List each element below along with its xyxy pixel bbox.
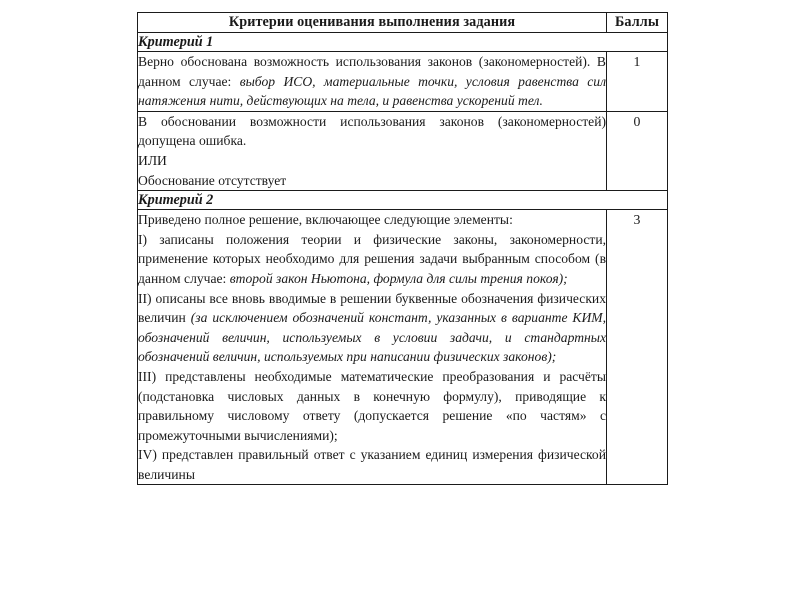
criterion-1-score-0-text: [138, 111, 607, 190]
run-text: ИЛИ: [138, 152, 167, 168]
run-text: III) представлены необходимые математические преобразования и расчёты (подстановка числовых данных в конечную формулу), приводящие к правильному числовому ответу (допускается решение «по частям» с промежуточными вычислениями);: [138, 368, 606, 443]
table-header-row: [138, 13, 668, 33]
run-text-italic: выбор ИСО, материальные точки, условия равенства сил натяжения нити, действующих на тела, и равенства ускорений тел.: [138, 73, 607, 109]
criterion-1-score-1-text: [138, 52, 607, 112]
run-text-italic: (за исключением обозначений констант, указанных в варианте КИМ, обозначений величин, используемых в условии задачи, и стандартных обозначений величин, используемых при написании физических законов);: [138, 310, 606, 365]
run-text: Обоснование отсутствует: [138, 172, 287, 188]
paragraph-or: [138, 151, 606, 171]
section-banner-criterion-1: Критерий 1: [138, 33, 668, 52]
paragraph: [138, 52, 606, 111]
paragraph: [138, 171, 606, 191]
run-text: IV) представлен правильный ответ с указанием единиц измерения физической величины: [138, 447, 606, 482]
table-row: [138, 52, 668, 112]
table-row: [138, 111, 668, 190]
section-banner-criterion-2: Критерий 2: [138, 191, 668, 210]
paragraph-intro: [138, 210, 606, 230]
section-banner-row: [138, 191, 668, 210]
run-text-italic: второй закон Ньютона, формула для силы трения покоя);: [229, 270, 568, 286]
run-text: I) записаны положения теории и физические законы, закономерности, применение которых необходимо для решения задачи выбранным способом (в данном случае:: [138, 231, 606, 286]
run-text: II) описаны все вновь вводимые в решении буквенные обозначения физических величин: [138, 290, 606, 326]
run-text: Верно обоснована возможность использования законов (закономерностей). В данном случае:: [138, 54, 606, 89]
paragraph-element-i: [138, 230, 606, 289]
header-criteria: Критерии оценивания выполнения задания: [138, 13, 607, 33]
paragraph-element-iii: [138, 367, 606, 445]
paragraph: [138, 112, 606, 151]
score-value: 1: [607, 52, 668, 112]
table-row: [138, 210, 668, 485]
run-text: В обосновании возможности использования законов (закономерностей) допущена ошибка.: [138, 113, 606, 149]
paragraph-element-iv: [138, 445, 606, 484]
run-text: Приведено полное решение, включающее следующие элементы:: [138, 212, 513, 228]
grading-criteria-table: [137, 12, 668, 485]
section-banner-row: [138, 33, 668, 52]
table-body: [138, 13, 668, 485]
header-score: Баллы: [607, 13, 668, 33]
paragraph-element-ii: [138, 289, 606, 367]
score-value: 0: [607, 111, 668, 190]
score-value: 3: [607, 210, 668, 485]
criterion-2-score-3-text: [138, 210, 607, 485]
